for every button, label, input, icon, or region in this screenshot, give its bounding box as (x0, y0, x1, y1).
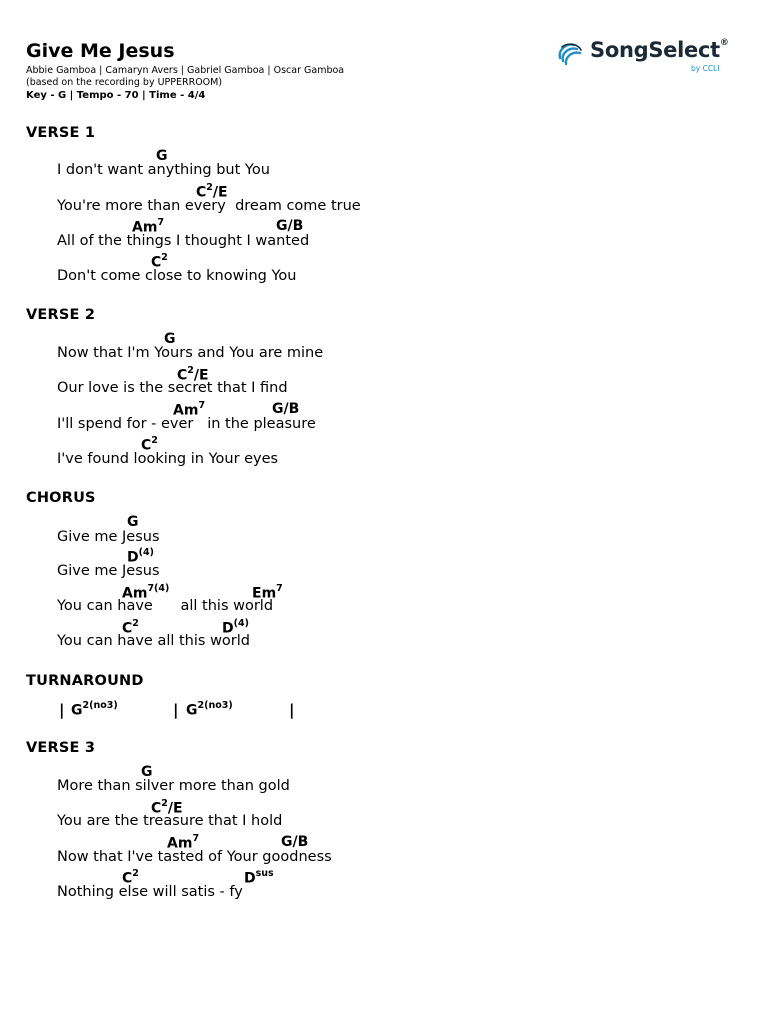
chord: G/B (272, 401, 300, 417)
chord: $D^{(4)}$ (222, 618, 249, 637)
ccli-byline: by CCLI (691, 64, 720, 73)
chord: Am$^7$ (173, 400, 206, 419)
chord: $C^2$ (151, 252, 168, 271)
lyric-line: Give me Jesus (57, 563, 160, 579)
lyric-line: More than silver more than gold (57, 778, 290, 794)
chord: G (127, 514, 139, 530)
lyric-line: Now that I'm Yours and You are mine (57, 345, 324, 361)
chord: $D^{sus}$ (244, 868, 274, 887)
lyric-line: I'll spend for - ever in the pleasure (57, 416, 316, 432)
lyric-line: Give me Jesus (57, 529, 160, 545)
song-authors: Abbie Gamboa | Camaryn Avers | Gabriel Gamboa | Oscar Gamboa (26, 65, 345, 76)
section-verse-2: VERSE 2 (26, 307, 96, 323)
chord: $C^2/E$ (151, 798, 183, 817)
chord: G/B (281, 834, 309, 850)
chord: $C^2$ (141, 435, 158, 454)
chord: $D^{(4)}$ (127, 547, 154, 566)
section-turnaround: TURNAROUND (26, 673, 144, 689)
chord: $C^2$ (122, 868, 139, 887)
chord: G (164, 331, 176, 347)
bar-line: | (289, 701, 295, 719)
lyric-line: Don't come close to knowing You (57, 268, 297, 284)
songselect-logo: SongSelect® (590, 38, 729, 62)
chord: Am$^7$ (132, 217, 165, 236)
songselect-swirl-icon (556, 40, 584, 68)
chord: Em$^7$ (252, 583, 283, 602)
song-title: Give Me Jesus (26, 40, 175, 62)
bar-line: | (59, 701, 65, 719)
lyric-line: You are the treasure that I hold (57, 813, 283, 829)
lyric-line: You can have all this world (57, 633, 250, 649)
lyric-line: You can have all this world (57, 598, 274, 614)
lyric-line: I don't want anything but You (57, 162, 270, 178)
lyric-line: Our love is the secret that I find (57, 380, 288, 396)
song-recording: (based on the recording by UPPERROOM) (26, 77, 223, 88)
chord: G/B (276, 218, 304, 234)
bar-line: | (173, 701, 179, 719)
chord: $G^{2(no3)}$ (71, 700, 118, 719)
chord: $C^2/E$ (177, 365, 209, 384)
chord: G (156, 148, 168, 164)
chord: $Am^{7(4)}$ (122, 583, 170, 602)
chord: G (141, 764, 153, 780)
chord: $C^2$ (122, 618, 139, 637)
lyric-line: I've found looking in Your eyes (57, 451, 279, 467)
lyric-line: Nothing else will satis - fy (57, 884, 243, 900)
chord: Am$^7$ (167, 833, 200, 852)
song-key-tempo-time: Key - G | Tempo - 70 | Time - 4/4 (26, 90, 206, 101)
lyric-line: All of the things I thought I wanted (57, 233, 310, 249)
section-chorus: CHORUS (26, 490, 96, 506)
section-verse-1: VERSE 1 (26, 125, 96, 141)
section-verse-3: VERSE 3 (26, 740, 96, 756)
lyric-line: Now that I've tasted of Your goodness (57, 849, 332, 865)
chord: $G^{2(no3)}$ (186, 700, 233, 719)
lyric-line: You're more than every dream come true (57, 198, 361, 214)
chord: $C^2/E$ (196, 182, 228, 201)
